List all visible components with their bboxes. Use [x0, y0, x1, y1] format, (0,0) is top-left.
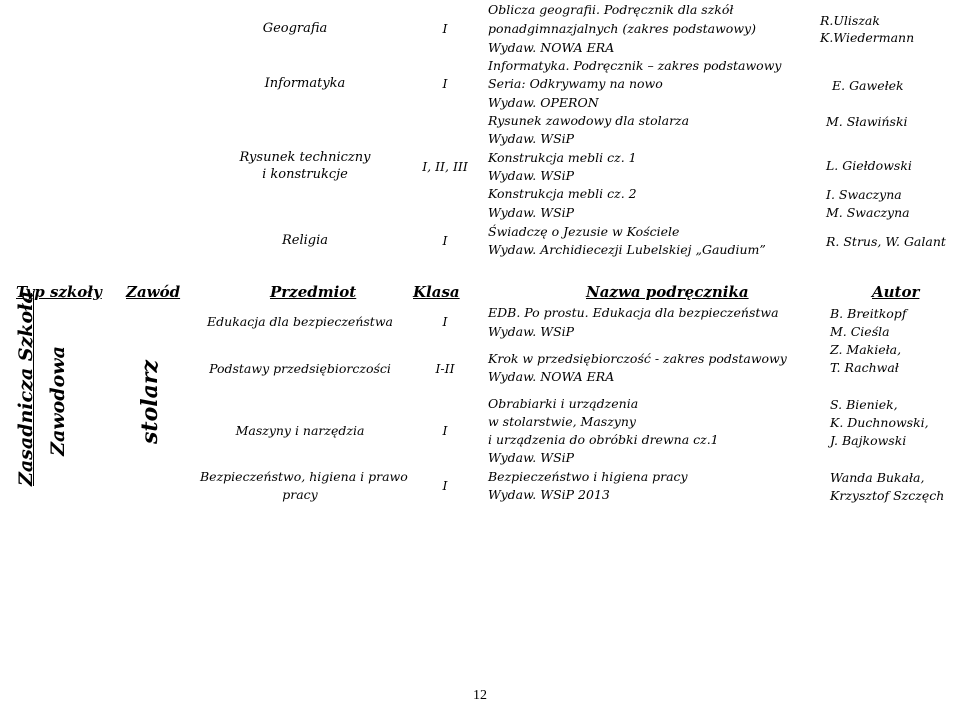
book-line: Konstrukcja mebli cz. 2	[488, 186, 637, 201]
subject-cell: i konstrukcje	[262, 167, 348, 182]
author-line: E. Gawełek	[832, 78, 904, 93]
school-type-line: Zasadnicza Szkoła	[15, 291, 37, 486]
subject-cell: Podstawy przedsiębiorczości	[209, 361, 391, 376]
subject-cell: Geografia	[262, 21, 328, 36]
book-line: Krok w przedsiębiorczość - zakres podstawowy	[488, 351, 787, 366]
header-class: Klasa	[413, 283, 460, 301]
book-line: Seria: Odkrywamy na nowo	[488, 76, 663, 91]
book-line: Oblicza geografii. Podręcznik dla szkół	[488, 2, 734, 17]
header-profession: Zawód	[126, 283, 181, 301]
author-line: M. Swaczyna	[826, 205, 910, 220]
author-line: Wanda Bukała,	[830, 470, 925, 485]
book-line: EDB. Po prostu. Edukacja dla bezpieczeństwa	[488, 305, 779, 320]
header-book-name: Nazwa podręcznika	[586, 283, 749, 301]
subject-cell: Religia	[281, 233, 329, 248]
book-line: Informatyka. Podręcznik – zakres podstawowy	[488, 58, 782, 73]
page-number: 12	[473, 688, 487, 703]
author-line: S. Bieniek,	[830, 397, 898, 412]
author-line: K. Duchnowski,	[830, 415, 929, 430]
book-line: Rysunek zawodowy dla stolarza	[488, 113, 690, 128]
class-cell: I-II	[435, 361, 455, 376]
school-type-line: Zawodowa	[47, 346, 69, 456]
author-line: K.Wiedermann	[820, 30, 915, 45]
author-line: T. Rachwał	[830, 360, 899, 375]
book-line: Wydaw. OPERON	[488, 95, 599, 110]
class-cell: I	[442, 423, 448, 438]
author-line: J. Bajkowski	[830, 433, 907, 448]
book-line: Świadczę o Jezusie w Kościele	[488, 224, 680, 239]
author-line: Krzysztof Szczęch	[830, 488, 945, 503]
profession-cell: stolarz	[137, 360, 163, 444]
book-line: Wydaw. WSiP	[488, 450, 575, 465]
author-line: R.Uliszak	[820, 13, 880, 28]
header-author: Autor	[872, 283, 920, 301]
book-line: w stolarstwie, Maszyny	[488, 414, 636, 429]
book-line: Wydaw. WSiP 2013	[488, 487, 610, 502]
class-cell: I	[442, 76, 448, 91]
author-line: Z. Makieła,	[830, 342, 902, 357]
author-line: M. Sławiński	[826, 114, 908, 129]
book-line: i urządzenia do obróbki drewna cz.1	[488, 432, 719, 447]
author-line: L. Giełdowski	[826, 158, 912, 173]
book-line: Konstrukcja mebli cz. 1	[488, 150, 637, 165]
subject-cell: Bezpieczeństwo, higiena i prawo	[200, 469, 408, 484]
author-line: I. Swaczyna	[826, 187, 902, 202]
book-line: Wydaw. WSiP	[488, 131, 575, 146]
book-line: Obrabiarki i urządzenia	[488, 396, 639, 411]
class-cell: I, II, III	[422, 159, 468, 174]
book-line: Wydaw. WSiP	[488, 168, 575, 183]
book-line: Wydaw. WSiP	[488, 205, 575, 220]
book-line: Wydaw. NOWA ERA	[488, 40, 615, 55]
class-cell: I	[442, 478, 448, 493]
book-line: Wydaw. NOWA ERA	[488, 369, 615, 384]
subject-cell: pracy	[282, 487, 318, 502]
subject-cell: Edukacja dla bezpieczeństwa	[207, 314, 393, 329]
header-school-type: Typ szkoły	[16, 283, 102, 301]
author-line: R. Strus, W. Galant	[826, 234, 946, 249]
book-line: Wydaw. Archidiecezji Lubelskiej „Gaudium”	[488, 242, 766, 257]
author-line: B. Breitkopf	[830, 306, 907, 321]
school-type-cell	[49, 316, 85, 486]
subject-cell: Rysunek techniczny	[239, 150, 371, 165]
class-cell: I	[442, 21, 448, 36]
subject-cell: Informatyka	[264, 76, 346, 91]
subject-cell: Maszyny i narzędzia	[235, 423, 365, 438]
class-cell: I	[442, 233, 448, 248]
book-line: ponadgimnazjalnych (zakres podstawowy)	[488, 21, 756, 36]
book-line: Bezpieczeństwo i higiena pracy	[488, 469, 688, 484]
class-cell: I	[442, 314, 448, 329]
author-line: M. Cieśla	[830, 324, 890, 339]
book-line: Wydaw. WSiP	[488, 324, 575, 339]
header-subject: Przedmiot	[270, 283, 357, 301]
